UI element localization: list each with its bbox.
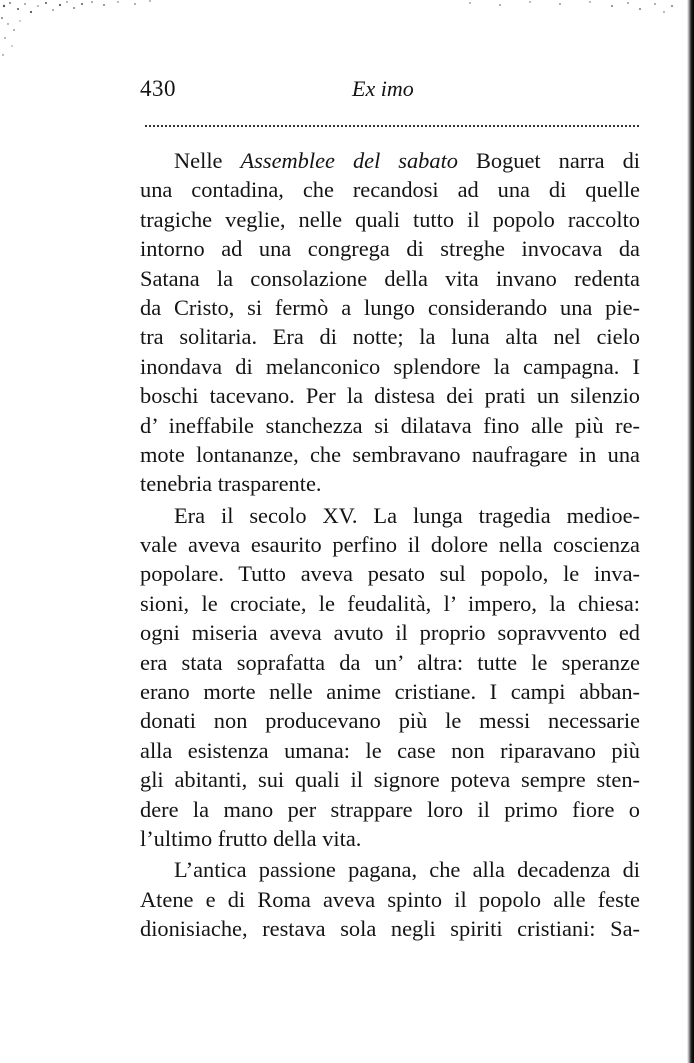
text-segment: dere la mano per strappare loro il primo fiore o <box>140 796 640 822</box>
text-line <box>140 589 640 618</box>
text-line <box>140 501 640 530</box>
text-line <box>140 855 640 884</box>
text-segment: da Cristo, si fermò a lungo considerando una pie- <box>140 294 640 320</box>
text-line <box>140 795 640 824</box>
text-line <box>140 293 640 322</box>
text-line <box>140 469 640 498</box>
text-segment: Boguet narra di <box>458 148 640 173</box>
body-text <box>140 146 640 944</box>
text-segment: alla esistenza umana: le case non riparavano più <box>140 737 640 763</box>
page-scan-speckle <box>0 0 694 60</box>
text-segment: tragiche veglie, nelle quali tutto il popolo raccolto <box>140 206 640 232</box>
text-segment: popolare. Tutto aveva pesato sul popolo, le inva- <box>140 561 640 587</box>
text-line <box>140 205 640 234</box>
text-segment: erano morte nelle anime cristiane. I campi abban- <box>140 679 640 705</box>
text-segment: Atene e di Roma aveva spinto il popolo alle feste <box>140 886 640 912</box>
text-segment: tra solitaria. Era di notte; la luna alta nel cielo <box>140 324 640 350</box>
text-line <box>140 736 640 765</box>
text-line <box>140 559 640 588</box>
text-line <box>140 175 640 204</box>
text-segment: donati non producevano più le messi necessarie <box>140 708 640 734</box>
text-line <box>140 411 640 440</box>
text-segment: dionisiache, restava sola negli spiriti cristiani: Sa- <box>140 916 640 942</box>
text-line <box>140 530 640 559</box>
text-segment: sioni, le crociate, le feudalità, l’ impero, la chiesa: <box>140 590 640 616</box>
text-segment: Satana la consolazione della vita invano redenta <box>140 265 640 291</box>
text-line <box>140 765 640 794</box>
text-segment: inondava di melanconico splendore la campagna. I <box>140 353 640 379</box>
text-line <box>140 885 640 914</box>
text-line <box>140 234 640 263</box>
text-segment: gli abitanti, sui quali il signore poteva sempre sten- <box>140 767 640 793</box>
text-segment: L’antica passione pagana, che alla decadenza di <box>174 857 640 883</box>
text-segment: tenebria trasparente. <box>140 471 322 497</box>
text-segment: l’ultimo frutto della vita. <box>140 825 362 851</box>
text-segment: d’ ineffabile stanchezza si dilatava fino alle più re- <box>140 412 640 438</box>
text-line <box>140 824 640 853</box>
text-line <box>140 440 640 469</box>
text-segment: Era il secolo XV. La lunga tragedia medioe- <box>174 502 640 528</box>
text-segment: intorno ad una congrega di streghe invocava da <box>140 236 640 262</box>
text-line <box>140 914 640 943</box>
page-number: 430 <box>140 76 176 101</box>
text-line <box>140 381 640 410</box>
italic-title: Assemblee del sabato <box>240 148 458 173</box>
text-line <box>140 322 640 351</box>
text-line <box>140 618 640 647</box>
text-segment: boschi tacevano. Per la distesa dei prati un silenzio <box>140 383 640 409</box>
text-line <box>140 677 640 706</box>
text-line <box>140 648 640 677</box>
text-segment: ogni miseria aveva avuto il proprio sopravvento ed <box>140 620 640 646</box>
text-segment: vale aveva esaurito perfino il dolore nella coscienza <box>140 532 640 558</box>
text-segment: Nelle <box>174 148 241 173</box>
text-line <box>140 264 640 293</box>
header-rule <box>145 125 639 127</box>
text-segment: una contadina, che recandosi ad una di quelle <box>140 177 640 203</box>
text-line <box>140 146 640 175</box>
page-edge-shadow <box>687 0 694 1063</box>
text-segment: era stata soprafatta da un’ altra: tutte le speranze <box>140 649 640 675</box>
running-title: Ex imo <box>352 76 414 101</box>
text-segment: mote lontananze, che sembravano naufragare in una <box>140 441 640 467</box>
page-header <box>140 76 640 106</box>
text-line <box>140 352 640 381</box>
text-line <box>140 706 640 735</box>
